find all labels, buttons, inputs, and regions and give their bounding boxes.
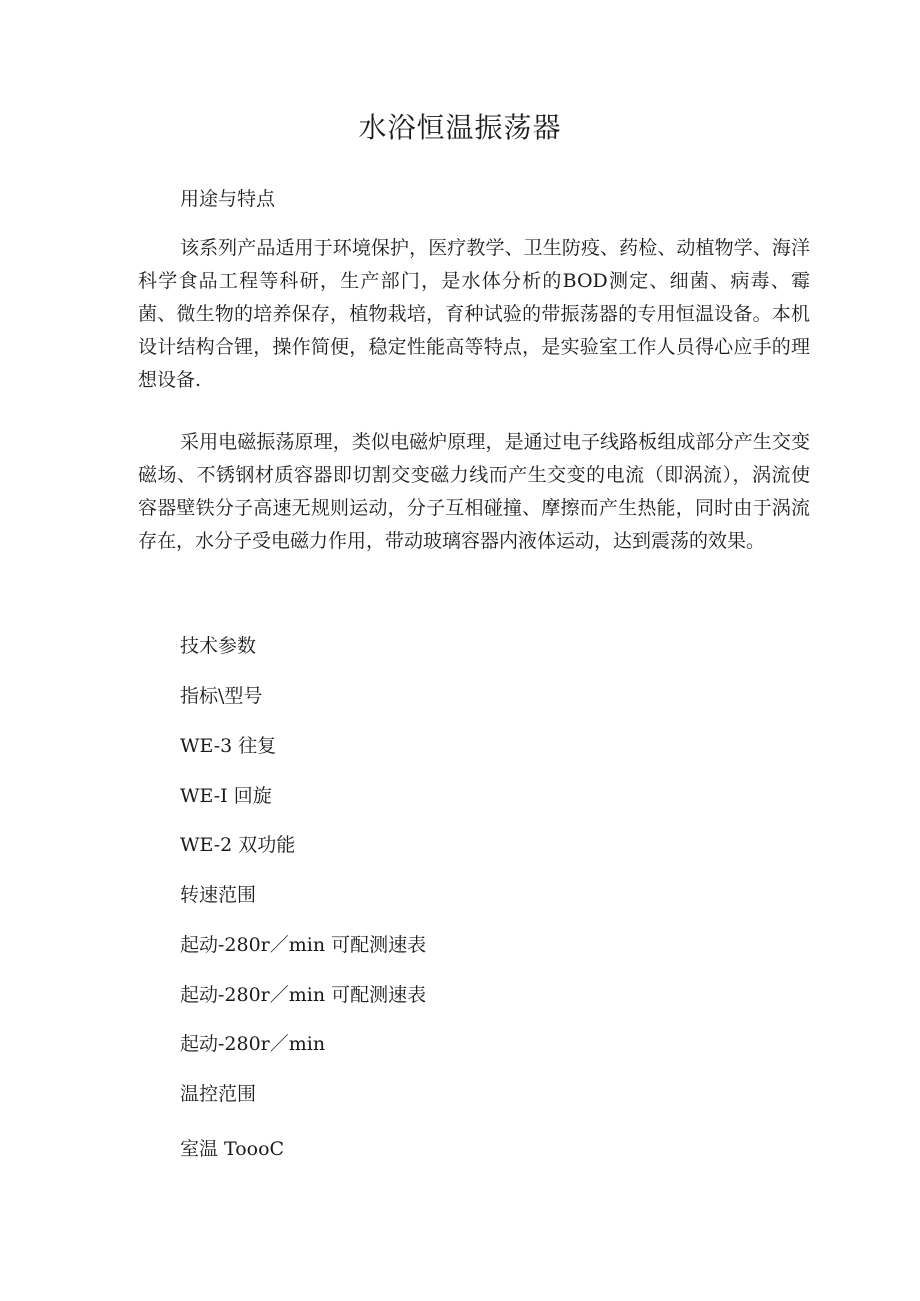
spec-line: 起动-280r／min 可配测速表 (180, 934, 427, 956)
spec-line: WE-2 双功能 (180, 834, 296, 856)
spec-line: 室温 ToooC (180, 1138, 285, 1160)
spec-line: 起动-280r／min 可配测速表 (180, 984, 427, 1006)
usage-paragraph: 该系列产品适用于环境保护，医疗教学、卫生防疫、药检、动植物学、海洋科学食品工程等科研，生产部门，是水体分析的BOD测定、细菌、病毒、霉菌、微生物的培养保存，植物栽培，育种试验的带振荡器的专用恒温设备。本机设计结构合锂，操作简便，稳定性能高等特点，是实验室工作人员得心应手的理想设备. (138, 237, 810, 391)
spec-line: WE-3 往复 (180, 735, 277, 757)
spec-line: 转速范围 (180, 884, 257, 906)
section-heading-params: 技术参数 (180, 635, 257, 657)
spec-line: 温控范围 (180, 1083, 257, 1105)
principle-paragraph: 采用电磁振荡原理，类似电磁炉原理，是通过电子线路板组成部分产生交变磁场、不锈钢材质容器即切割交变磁力线而产生交变的电流（即涡流），涡流使容器壁铁分子高速无规则运动，分子互相碰撞、摩擦而产生热能，同时由于涡流存在，水分子受电磁力作用，带动玻璃容器内液体运动，达到震荡的效果。 (138, 431, 810, 552)
document-title: 水浴恒温振荡器 (358, 111, 562, 144)
spec-line: WE-I 回旋 (180, 785, 272, 807)
spec-line: 起动-280r／min (180, 1033, 326, 1055)
spec-line: 指标\型号 (180, 685, 263, 707)
section-heading-usage: 用途与特点 (180, 188, 276, 210)
